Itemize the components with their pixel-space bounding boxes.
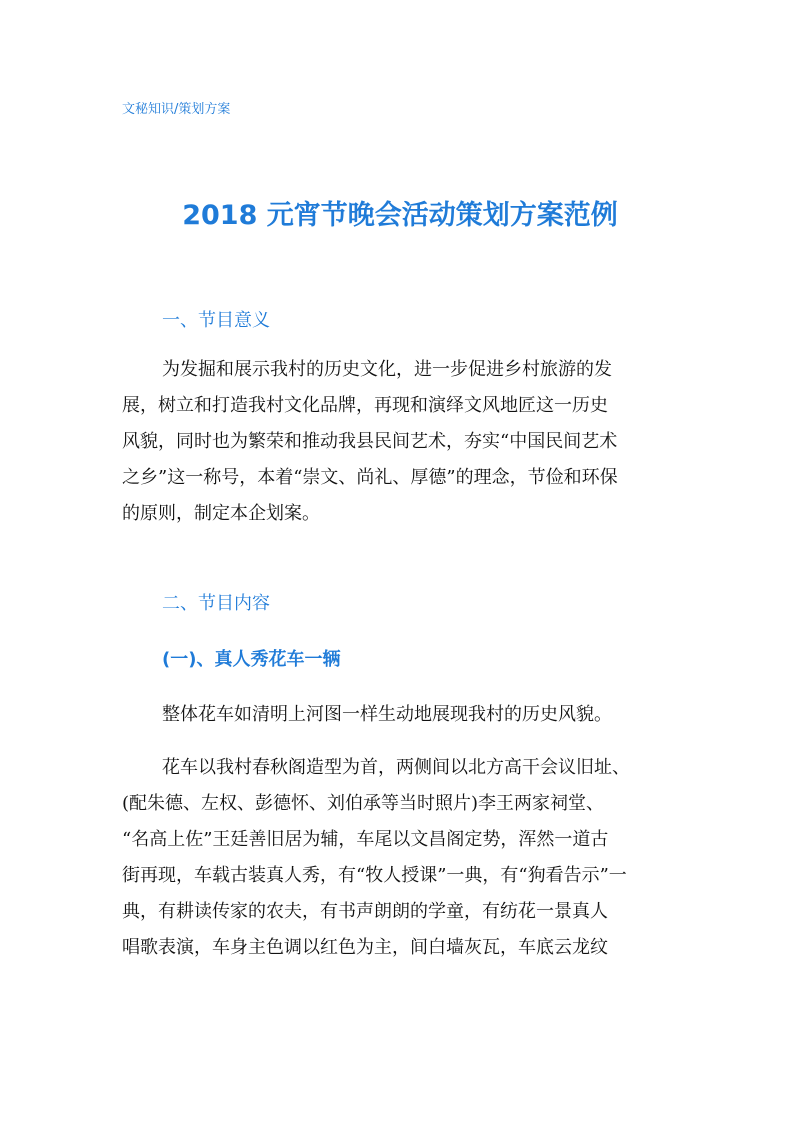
section-heading-2: 二、节目内容 <box>162 593 270 614</box>
float-car-detail-paragraph <box>122 750 682 966</box>
breadcrumb[interactable]: 文秘知识/策划方案 <box>122 102 231 117</box>
paragraph-line: 唱歌表演，车身主色调以红色为主，间白墙灰瓦，车底云龙纹 <box>122 937 608 958</box>
paragraph-line: 为发掘和展示我村的历史文化，进一步促进乡村旅游的发 <box>162 359 612 380</box>
paragraph-line: 整体花车如清明上河图一样生动地展现我村的历史风貌。 <box>162 704 612 725</box>
sub-heading-float-car: (一)、真人秀花车一辆 <box>162 649 341 670</box>
paragraph-line: 风貌，同时也为繁荣和推动我县民间艺术，夯实“中国民间艺术 <box>122 431 618 452</box>
section-1-paragraph <box>122 352 682 532</box>
paragraph-line: 典，有耕读传家的农夫，有书声朗朗的学童，有纺花一景真人 <box>122 901 608 922</box>
paragraph-line: 之乡”这一称号，本着“崇文、尚礼、厚德”的理念，节俭和环保 <box>122 467 618 488</box>
paragraph-line: (配朱德、左权、彭德怀、刘伯承等当时照片)李王两家祠堂、 <box>122 793 605 814</box>
paragraph-line: 的原则，制定本企划案。 <box>122 503 320 524</box>
float-car-summary-paragraph <box>122 697 682 733</box>
paragraph-line: 展，树立和打造我村文化品牌，再现和演绎文风地匠这一历史 <box>122 395 608 416</box>
section-heading-1: 一、节目意义 <box>162 310 270 331</box>
page-title: 2018 元宵节晚会活动策划方案范例 <box>182 200 618 231</box>
paragraph-line: 街再现，车载古装真人秀，有“牧人授课”一典，有“狗看告示”一 <box>122 865 627 886</box>
paragraph-line: 花车以我村春秋阁造型为首，两侧间以北方高干会议旧址、 <box>162 757 630 778</box>
paragraph-line: “名高上佐”王廷善旧居为辅，车尾以文昌阁定势，浑然一道古 <box>122 829 609 850</box>
